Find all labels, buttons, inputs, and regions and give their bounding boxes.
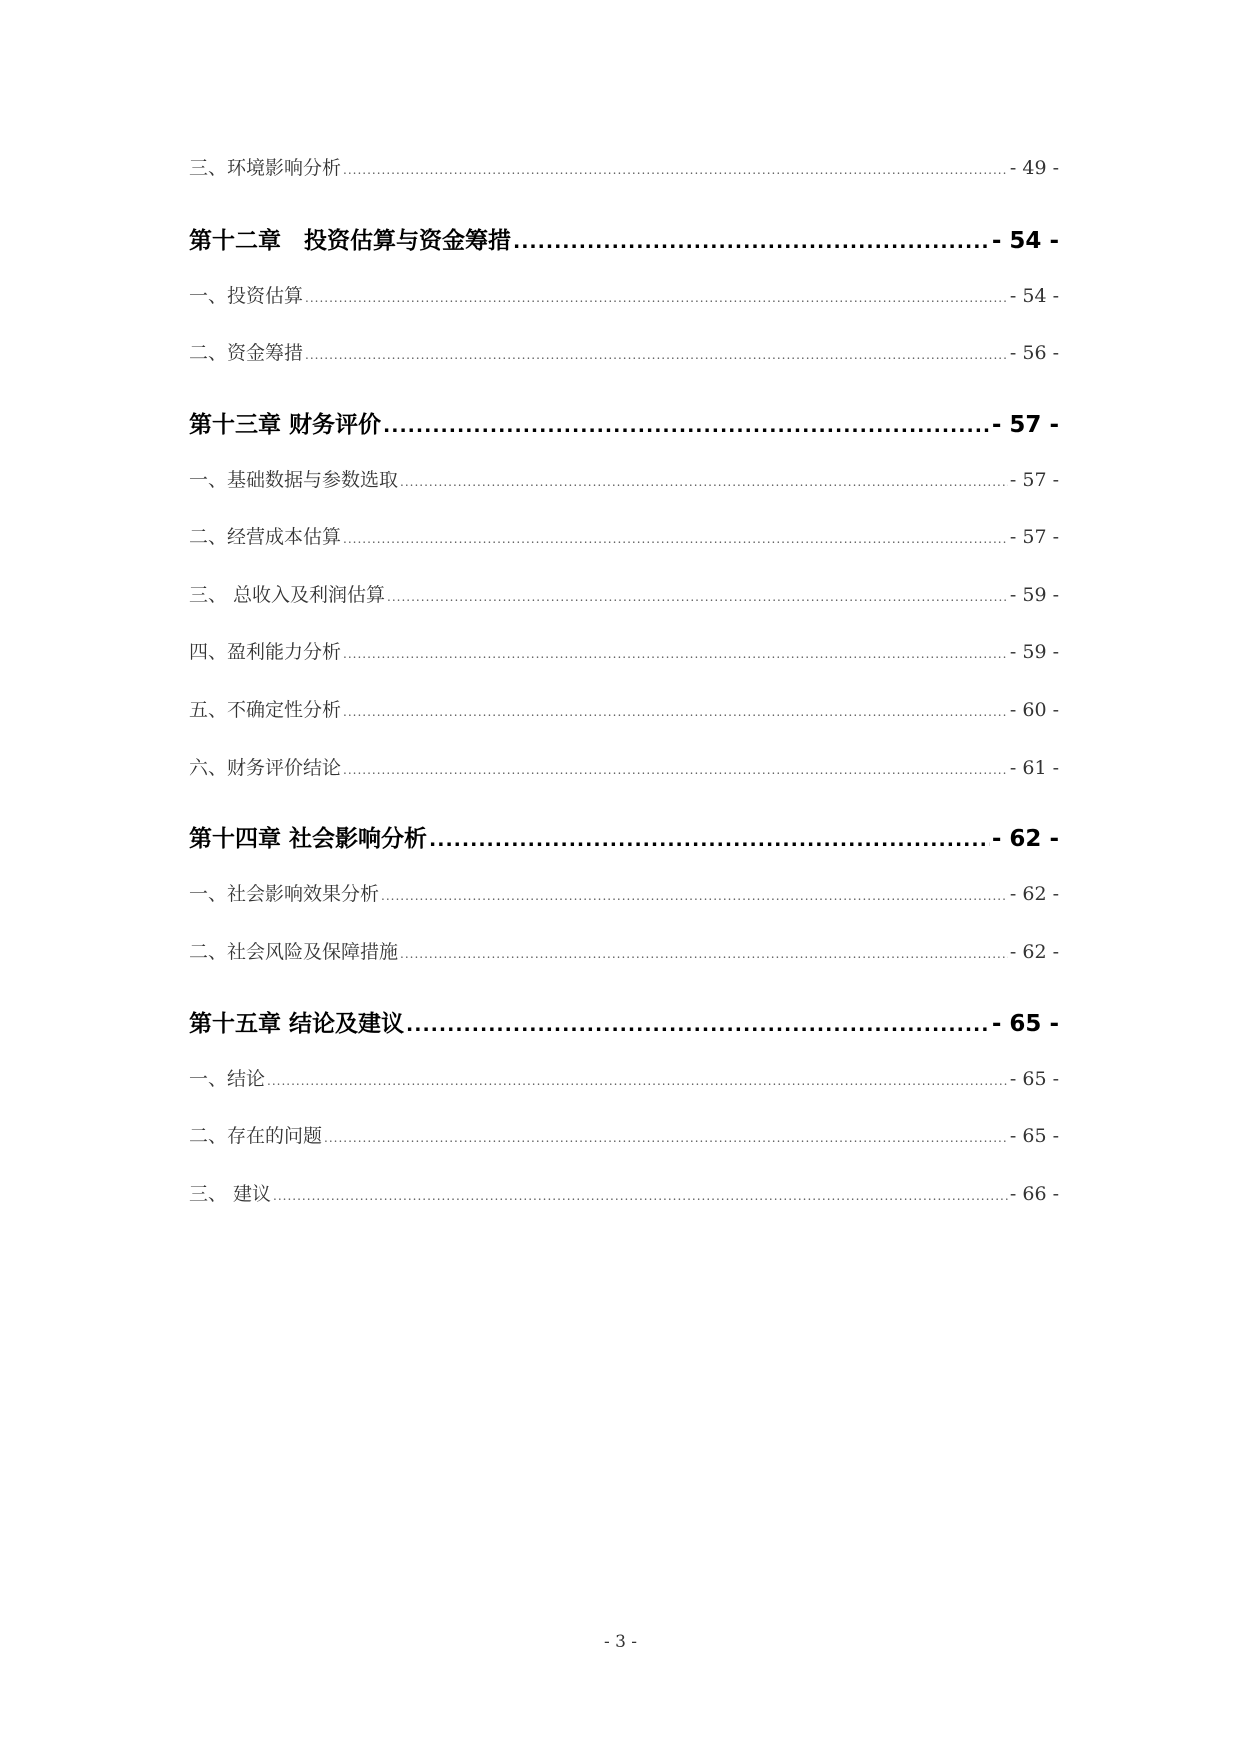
toc-entry-page: - 62 - — [1009, 941, 1059, 963]
toc-entry[interactable] — [189, 1179, 1059, 1206]
dot-leader — [381, 889, 1008, 903]
toc-chapter-label: 第十四章 社会影响分析 — [189, 826, 428, 852]
toc-chapter-page: - 65 - — [991, 1011, 1059, 1037]
dot-leader — [400, 947, 1008, 961]
toc-entry-page: - 60 - — [1009, 699, 1059, 721]
dot-leader — [343, 763, 1008, 777]
toc-entry[interactable] — [189, 879, 1059, 906]
toc-entry-page: - 59 - — [1009, 641, 1059, 663]
toc-entry[interactable] — [189, 338, 1059, 365]
toc-entry-label: 三、 总收入及利润估算 — [189, 584, 386, 606]
dot-leader — [267, 1074, 1008, 1088]
toc-entry-label: 二、资金筹措 — [189, 342, 304, 364]
toc-entry[interactable] — [189, 753, 1059, 780]
toc-chapter[interactable] — [189, 820, 1059, 853]
toc-chapter-label: 第十二章 投资估算与资金筹措 — [189, 228, 511, 254]
toc-entry-label: 一、社会影响效果分析 — [189, 883, 380, 905]
dot-leader — [343, 163, 1008, 177]
dot-leader — [387, 590, 1008, 604]
toc-chapter[interactable] — [189, 1005, 1059, 1038]
toc-entry-page: - 57 - — [1009, 526, 1059, 548]
toc-entry-page: - 62 - — [1009, 883, 1059, 905]
toc-entry[interactable] — [189, 580, 1059, 607]
toc-entry-page: - 65 - — [1009, 1068, 1059, 1090]
toc-entry-label: 二、存在的问题 — [189, 1125, 323, 1147]
toc-entry[interactable] — [189, 937, 1059, 964]
dot-leader — [343, 647, 1008, 661]
toc-chapter-page: - 57 - — [991, 412, 1059, 438]
dot-leader — [406, 1014, 990, 1036]
toc-entry[interactable] — [189, 695, 1059, 722]
toc-entry-page: - 66 - — [1009, 1183, 1059, 1205]
toc-entry[interactable] — [189, 1121, 1059, 1148]
toc-entry-label: 一、投资估算 — [189, 285, 304, 307]
page-number-footer: - 3 - — [603, 1632, 638, 1652]
toc-entry-page: - 56 - — [1009, 342, 1059, 364]
toc-entry-label: 三、 建议 — [189, 1183, 272, 1205]
toc-entry-label: 一、结论 — [189, 1068, 266, 1090]
dot-leader — [273, 1189, 1008, 1203]
toc-entry[interactable] — [189, 1064, 1059, 1091]
toc-entry-page: - 54 - — [1009, 285, 1059, 307]
toc-entry-page: - 65 - — [1009, 1125, 1059, 1147]
toc-entry[interactable] — [189, 637, 1059, 664]
toc-chapter-label: 第十五章 结论及建议 — [189, 1011, 405, 1037]
toc-entry[interactable] — [189, 281, 1059, 308]
toc-entry-label: 五、不确定性分析 — [189, 699, 342, 721]
toc-entry-label: 二、社会风险及保障措施 — [189, 941, 399, 963]
dot-leader — [343, 705, 1008, 719]
toc-entry[interactable] — [189, 153, 1059, 180]
toc-entry-label: 二、经营成本估算 — [189, 526, 342, 548]
toc-entry-page: - 61 - — [1009, 757, 1059, 779]
dot-leader — [324, 1131, 1008, 1145]
toc-chapter-label: 第十三章 财务评价 — [189, 412, 382, 438]
dot-leader — [305, 348, 1008, 362]
dot-leader — [429, 829, 990, 851]
dot-leader — [343, 532, 1008, 546]
toc-entry-label: 一、基础数据与参数选取 — [189, 469, 399, 491]
toc-entry-label: 三、环境影响分析 — [189, 157, 342, 179]
dot-leader — [513, 231, 990, 253]
toc-chapter[interactable] — [189, 406, 1059, 439]
dot-leader — [400, 475, 1008, 489]
toc-entry-label: 四、盈利能力分析 — [189, 641, 342, 663]
toc-chapter-page: - 54 - — [991, 228, 1059, 254]
toc-chapter[interactable] — [189, 222, 1059, 255]
dot-leader — [305, 291, 1008, 305]
toc-entry[interactable] — [189, 465, 1059, 492]
toc-entry-page: - 49 - — [1009, 157, 1059, 179]
toc-entry[interactable] — [189, 522, 1059, 549]
toc-entry-page: - 57 - — [1009, 469, 1059, 491]
toc-chapter-page: - 62 - — [991, 826, 1059, 852]
toc-entry-label: 六、财务评价结论 — [189, 757, 342, 779]
toc-entry-page: - 59 - — [1009, 584, 1059, 606]
dot-leader — [383, 415, 990, 437]
